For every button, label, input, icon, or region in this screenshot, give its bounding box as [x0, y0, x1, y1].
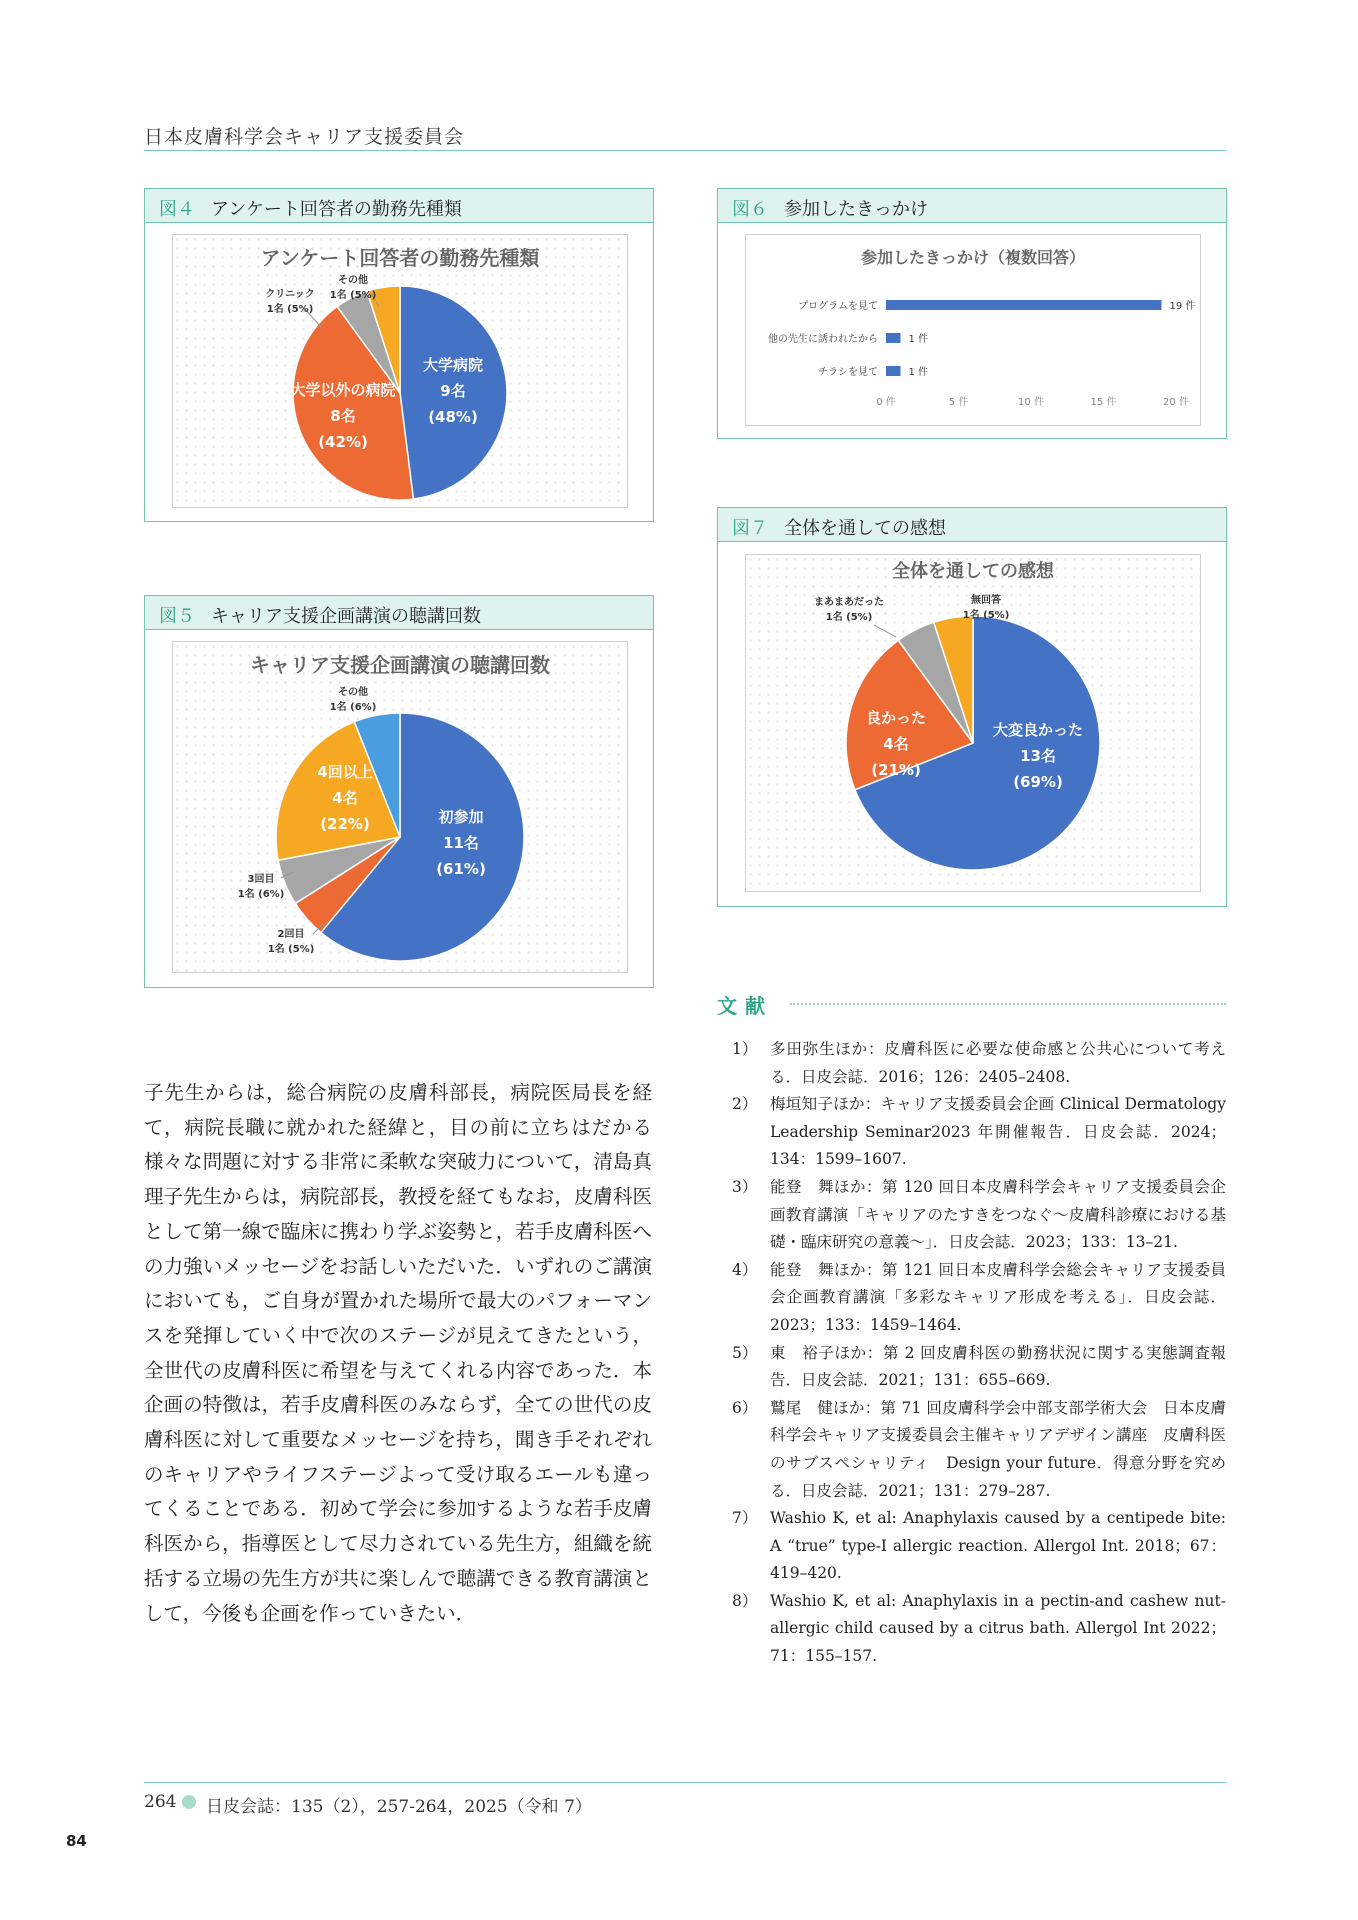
slice-label: 3回目 — [247, 874, 275, 885]
figure-5 — [144, 595, 654, 988]
slice-label: (21%) — [871, 761, 921, 779]
slice-label: 1名 (5%) — [267, 944, 315, 955]
reference-text: 多田弥生ほか：皮膚科医に必要な使命感と公共心について考える．日皮会誌．2016；126：2405–2408. — [770, 1040, 1226, 1086]
bar — [886, 333, 901, 343]
body-paragraph: 子先生からは，総合病院の皮膚科部長，病院医局長を経て，病院長職に就かれた経緯と，目の前に立ちはだかる様々な問題に対する非常に柔軟な突破力について，清島真理子先生からは，病院部長，教授を経てもなお，皮膚科医として第一線で臨床に携わり学ぶ姿勢と，若手皮膚科医への力強いメッセージをお話しいただいた．いずれのご講演においても，ご自身が置かれた場所で最大のパフォーマンスを発揮していく中で次のステージが見えてきたという，全世代の皮膚科医に希望を与えてくれる内容であった．本企画の特徴は，若手皮膚科医のみならず，全ての世代の皮膚科医に対して重要なメッセージを持ち，聞き手それぞれのキャリアやライフステージよって受け取るエールも違ってくることである．初めて学会に参加するような若手皮膚科医から，指導医として尽力されている先生方，組織を統括する立場の先生方が共に楽しんで聴講できる教育講演として，今後も企画を作っていきたい． — [144, 1081, 652, 1625]
slice-label: 1名 (6%) — [329, 702, 377, 713]
slice-label: 大学以外の病院 — [290, 381, 396, 399]
bar-value-label: 1 件 — [908, 367, 929, 378]
chart-title: 全体を通しての感想 — [892, 561, 1054, 582]
reference-item — [730, 1036, 1226, 1091]
figure-6 — [717, 188, 1227, 439]
motivation-bar-chart — [746, 235, 1200, 425]
bar-category-label: プログラムを見て — [798, 301, 878, 312]
figure-7-chart-frame — [745, 554, 1201, 892]
slice-label: 1名 (6%) — [237, 889, 285, 900]
chart-title: アンケート回答者の勤務先種類 — [260, 246, 540, 270]
figure-4-chart-frame — [172, 234, 628, 508]
reference-text: 能登 舞ほか：第 120 回日本皮膚科学会キャリア支援委員会企画教育講演「キャリアのたすきをつなぐ～皮膚科診療における基礎・臨床研究の意義～」．日皮会誌．2023；133：13–21. — [770, 1177, 1226, 1252]
reference-text: 能登 舞ほか：第 121 回日本皮膚科学会総会キャリア支援委員会企画教育講演「多彩なキャリア形成を考える」．日皮会誌．2023；133：1459–1464. — [770, 1260, 1226, 1334]
work-type-pie-chart — [173, 235, 627, 507]
impression-pie-chart — [746, 555, 1200, 891]
header-rule — [144, 150, 1226, 151]
chart-title: キャリア支援企画講演の聴講回数 — [250, 653, 550, 677]
x-tick-label: 10 件 — [1018, 397, 1044, 408]
slice-label: 2回目 — [277, 929, 305, 940]
slice-label: 4名 — [883, 735, 909, 753]
reference-text: 東 裕子ほか：第 2 回皮膚科医の勤務状況に関する実態調査報告．日皮会誌．2021；131：655–669. — [770, 1343, 1226, 1390]
figure-6-header — [718, 189, 1226, 223]
reference-number: 2） — [732, 1095, 758, 1114]
reference-number: 4） — [732, 1260, 758, 1279]
footer-rule — [144, 1782, 1226, 1783]
reference-number: 5） — [732, 1343, 758, 1362]
slice-label: 初参加 — [438, 808, 484, 826]
x-tick-label: 20 件 — [1163, 397, 1189, 408]
reference-number: 7） — [732, 1509, 758, 1528]
reference-number: 8） — [732, 1591, 758, 1610]
slice-label: 大変良かった — [992, 721, 1084, 739]
footer-page-number: 264 — [144, 1792, 177, 1812]
bar-category-label: 他の先生に誘われたから — [768, 334, 878, 345]
slice-label: 1名 (5%) — [329, 290, 377, 301]
bar-value-label: 1 件 — [908, 334, 929, 345]
figure-4-header — [145, 189, 653, 223]
figure-4 — [144, 188, 654, 522]
x-tick-label: 15 件 — [1090, 397, 1117, 408]
reference-text: Washio K, et al: Anaphylaxis in a pectin-and cashew nut-allergic child caused by a citrus bath. Allergol Int 2022；71：155–157. — [770, 1591, 1226, 1666]
slice-label: 8名 — [330, 407, 356, 425]
reference-item — [730, 1340, 1226, 1395]
footer-journal-citation: 日皮会誌：135（2），257-264，2025（令和 7） — [206, 1797, 592, 1817]
slice-label: (69%) — [1013, 773, 1063, 791]
slice-label: 4回以上 — [317, 763, 373, 781]
bar-value-label: 19 件 — [1169, 301, 1196, 312]
slice-label: まあまあだった — [814, 597, 884, 608]
slice-label: 13名 — [1020, 747, 1056, 765]
reference-text: 梅垣知子ほか：キャリア支援委員会企画 Clinical Dermatology Leadership Seminar2023 年開催報告．日皮会誌．2024；134：1599–1607. — [770, 1095, 1226, 1169]
reference-item — [730, 1505, 1226, 1588]
reference-text: Washio K, et al: Anaphylaxis caused by a centipede bite: A “true” type-I allergic reaction. Allergol Int. 2018；67：419–420. — [770, 1509, 1226, 1583]
slice-label: (22%) — [320, 815, 370, 833]
x-tick-label: 0 件 — [876, 397, 896, 408]
figure-4-title: アンケート回答者の勤務先種類 — [211, 199, 462, 220]
reference-item — [730, 1588, 1226, 1671]
bar — [886, 300, 1162, 310]
slice-label: 9名 — [440, 382, 466, 400]
figure-7-header — [718, 508, 1226, 542]
figure-5-number: 図５ — [159, 606, 195, 627]
chart-title: 参加したきっかけ（複数回答） — [860, 248, 1086, 267]
slice-label: 4名 — [332, 789, 358, 807]
figure-7 — [717, 507, 1227, 907]
slice-label: 無回答 — [971, 595, 1001, 606]
figure-6-title: 参加したきっかけ — [784, 199, 928, 220]
bar — [886, 366, 901, 376]
slice-label: (48%) — [428, 408, 478, 426]
leader-line — [874, 625, 896, 637]
figure-5-title: キャリア支援企画講演の聴講回数 — [211, 606, 481, 627]
sheet-number: 84 — [66, 1832, 87, 1850]
slice-label: 1名 (5%) — [825, 612, 873, 623]
figure-6-chart-frame — [745, 234, 1201, 426]
reference-number: 1） — [732, 1040, 758, 1058]
slice-label: その他 — [338, 687, 368, 698]
footer-dot-icon — [182, 1795, 196, 1809]
reference-text: 鷲尾 健ほか：第 71 回皮膚科学会中部支部学術大会 日本皮膚科学会キャリア支援委員会主催キャリアデザイン講座 皮膚科医のサブスペシャリティ Design your future．得意分野を究める．日皮会誌．2021；131：279–287. — [770, 1398, 1226, 1500]
figure-4-number: 図４ — [159, 199, 195, 220]
slice-label: 11名 — [443, 834, 479, 852]
reference-list — [730, 1036, 1226, 1671]
reference-number: 6） — [732, 1398, 758, 1417]
figure-6-number: 図６ — [732, 199, 768, 220]
slice-label: (42%) — [318, 433, 368, 451]
slice-label: 1名 (5%) — [962, 610, 1010, 621]
figure-5-chart-frame — [172, 641, 628, 973]
slice-label: 良かった — [865, 709, 927, 727]
figure-7-title: 全体を通しての感想 — [784, 518, 946, 539]
reference-item — [730, 1257, 1226, 1340]
figure-5-header — [145, 596, 653, 630]
references-heading: 文献 — [717, 994, 773, 1018]
slice-label: 大学病院 — [422, 356, 484, 374]
slice-label: (61%) — [436, 860, 486, 878]
running-header: 日本皮膚科学会キャリア支援委員会 — [144, 126, 465, 148]
reference-number: 3） — [732, 1177, 758, 1196]
slice-label: 1名 (5%) — [266, 304, 314, 315]
reference-item — [730, 1174, 1226, 1257]
references-heading-rule — [790, 1003, 1226, 1005]
attendance-pie-chart — [173, 642, 627, 972]
slice-label: クリニック — [265, 289, 315, 300]
bar-category-label: チラシを見て — [818, 367, 878, 378]
figure-7-number: 図７ — [732, 518, 768, 539]
slice-label: その他 — [338, 275, 368, 286]
reference-item — [730, 1395, 1226, 1505]
x-tick-label: 5 件 — [948, 397, 969, 408]
reference-item — [730, 1091, 1226, 1174]
